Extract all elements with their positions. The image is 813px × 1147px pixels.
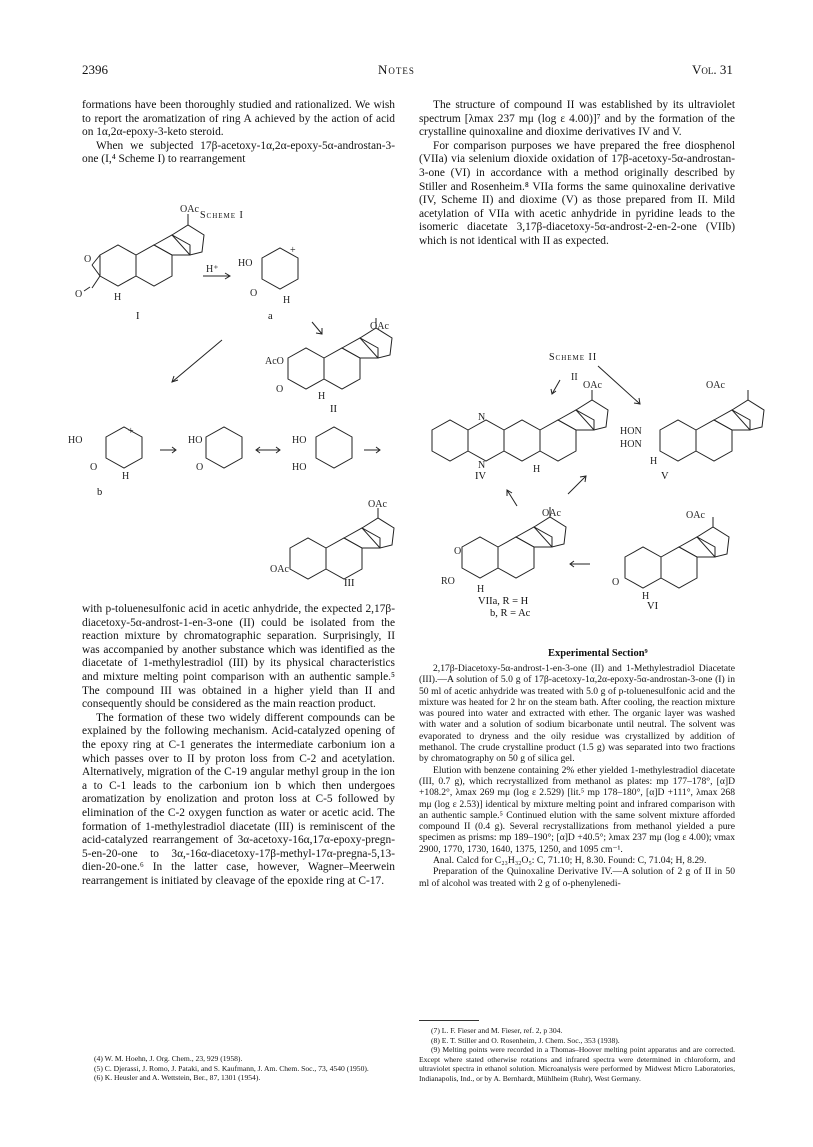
- footnote: (7) L. F. Fieser and M. Fieser, ref. 2, p 304.: [431, 1026, 563, 1035]
- compound-VII-o: O: [454, 546, 462, 557]
- compound-V-hon1: HON: [620, 426, 642, 437]
- compound-II-label: II: [330, 404, 337, 415]
- page-number: 2396: [82, 62, 108, 77]
- volume-label: Vol. 31: [692, 62, 733, 77]
- footnote: (8) E. T. Stiller and O. Rosenheim, J. Chem. Soc., 353 (1938).: [431, 1035, 620, 1045]
- svg-text:OAc: OAc: [270, 564, 289, 575]
- compound-II-o: O: [276, 384, 284, 395]
- paragraph: When we subjected 17β-acetoxy-1α,2α-epoxy-5α-androstan-3-one (I,⁴ Scheme I) to rearrangement: [82, 139, 395, 166]
- right-footnotes: [419, 1026, 735, 1084]
- compound-IV-n1: N: [478, 412, 486, 423]
- compound-VIIa-label: VIIa, R = H: [478, 596, 529, 607]
- compound-V-hon2: HON: [620, 439, 642, 450]
- paragraph: Elution with benzene containing 2% ether yielded 1-methylestradiol diacetate (III, 0.7 g), which recrystallized from methanol as plates: mp 177–178°, [α]D +108.2°, λmax 269 mμ (log ε 2.529) [lit.⁵ mp 178–180°, [α]D +111°, λmax 268 mμ (log ε 2.53)] identical by mixture melting point and infrared comparison with an authentic sample.⁵ Continued elution with the same solvent mixture afforded compound II (0.4 g). Several recrystallizations from methanol yielded a pure specimen as prisms: mp 189–190°; [α]D +40.5°; λmax 237 mμ (log ε 4.00); νmax 2900, 1770, 1730, 1640, 1375, 1250, and 1095 cm⁻¹.: [419, 764, 735, 855]
- compound-VIIb-label: b, R = Ac: [490, 608, 531, 619]
- svg-text:HO: HO: [292, 462, 307, 473]
- paragraph: with p-toluenesulfonic acid in acetic anhydride, the expected 2,17β-diacetoxy-5α-androst-1-en-3-one (II) could be isolated from the reaction mixture by chromatographic separation. Surprisingly, II was accompanied by another substance which was identified as the diacetate of 1-methylestradiol (III) by its physical characteristics and mixture melting point comparison with an authentic sample.⁵ The compound III was obtained in a higher yield than II and consequently should be considered as the main reaction product.: [82, 603, 395, 711]
- compound-I-epoxide-o: O: [84, 254, 92, 265]
- compound-VII-ro: RO: [441, 576, 455, 587]
- svg-text:HO: HO: [292, 435, 307, 446]
- paragraph: formations have been thoroughly studied and rationalized. We wish to report the aromatization of ring A achieved by the action of acid on 1α,2α-epoxy-3-keto steroid.: [82, 99, 395, 139]
- paragraph: For comparison purposes we have prepared the free diosphenol (VIIa) via selenium dioxide oxidation of 17β-acetoxy-5α-androstan-3-one (VI) in accordance with a method originally described by Stiller and Rosenheim.⁸ VIIa forms the same quinoxaline derivative (IV, Scheme II) and dioxime (V) as those prepared from II. Mild acetylation of VIIa with acetic anhydride in pyridine leads to the isomeric diacetate 3,17β-diacetoxy-5α-androst-2-en-2-one (VIIb) which is not identical with II as expected.: [419, 139, 735, 247]
- svg-text:O: O: [196, 462, 204, 473]
- paragraph: The formation of these two widely different compounds can be explained by the following mechanism. Acid-catalyzed opening of the epoxy ring at C-1 generates the intermediate carbonium ion a which passes over to II by proton loss from C-2 and acetylation. Alternatively, migration of the C-19 angular methyl group in the ion a to C-1 leads to the carbonium ion b which then undergoes aromatization by enolization and proton loss at C-5 followed by elimination of the C-2 oxygen function as water or acetic acid. The formation of 1-methylestradiol diacetate (III) is reminiscent of the acid-catalyzed rearrangement of 3α-acetoxy-16α,17α-epoxy-pregn-5-en-20-one to 3α,-16α-diacetoxy-17β-methyl-17α-pregna-5,13-dien-20-one.⁶ In the latter case, however, Wagner–Meerwein rearrangement is initiated by cleavage of the epoxide ring at C-17.: [82, 711, 395, 887]
- compound-VII-h: H: [477, 584, 485, 595]
- footnote: (9) Melting points were recorded in a Thomas–Hoover melting point apparatus and are corrected. Except where stated otherwise rotations and infrared spectra were determined in chloroform, and ultraviolet spectra in ethanol solution. Microanalysis were performed by Midwest Micro Laboratories, Indianapolis, Ind., or by A. Bernhardt, Mühlheim (Ruhr), West Germany.: [419, 1045, 735, 1083]
- compound-II-aco: AcO: [265, 356, 284, 367]
- compound-V-label: V: [661, 471, 669, 482]
- experimental-body: [419, 663, 735, 889]
- compound-IV-label: IV: [475, 471, 487, 482]
- experimental-section-title: Experimental Section⁹: [548, 648, 648, 659]
- compound-VI-o: O: [612, 577, 620, 588]
- compound-V-oac: OAc: [706, 380, 725, 391]
- ion-a-plus: +: [290, 245, 296, 256]
- compound-I-label: I: [136, 311, 140, 322]
- footnote: (6) K. Heusler and A. Wettstein, Ber., 87, 1301 (1954).: [94, 1073, 261, 1083]
- compound-VI-oac: OAc: [686, 510, 705, 521]
- scheme2-II-ref: II: [571, 372, 578, 383]
- scheme-1-title: Scheme I: [200, 210, 244, 221]
- scheme-2-title: Scheme II: [549, 352, 598, 363]
- compound-I-oac: OAc: [180, 204, 199, 215]
- compound-II-h: H: [318, 391, 326, 402]
- footnote: (4) W. M. Hoehn, J. Org. Chem., 23, 929 (1958).: [94, 1054, 243, 1063]
- ion-a-ho: HO: [238, 258, 253, 269]
- ion-a-h: H: [283, 295, 291, 306]
- ion-b-h: H: [122, 471, 130, 482]
- compound-IV-h: H: [533, 464, 541, 475]
- compound-V-h: H: [650, 456, 658, 467]
- compound-IV-n2: N: [478, 460, 486, 471]
- compound-VI-label: VI: [647, 601, 659, 612]
- paragraph: Preparation of the Quinoxaline Derivative IV.—A solution of 2 g of II in 50 ml of alcohol was treated with 2 g of o-phenylenedi-: [419, 866, 735, 889]
- acid-catalyst-label: H⁺: [206, 264, 219, 275]
- ion-a-o: O: [250, 288, 258, 299]
- compound-III-label: III: [344, 578, 355, 589]
- footnote: (5) C. Djerassi, J. Romo, J. Pataki, and S. Kaufmann, J. Am. Chem. Soc., 73, 4540 (1950).: [94, 1063, 369, 1073]
- ion-b-ho: HO: [68, 435, 83, 446]
- compound-I-keto-o: O: [75, 289, 83, 300]
- ion-a-label: a: [268, 311, 273, 322]
- paragraph: The structure of compound II was established by its ultraviolet spectrum [λmax 237 mμ (log ε 4.00)]⁷ and by the formation of the crystalline quinoxaline and dioxime derivatives IV and V.: [419, 99, 735, 139]
- running-head: Notes: [378, 62, 415, 77]
- paragraph: 2,17β-Diacetoxy-5α-androst-1-en-3-one (II) and 1-Methylestradiol Diacetate (III).—A solution of 5.0 g of 17β-acetoxy-1α,2α-epoxy-5α-androstan-3-one (I) in 50 ml of acetic anhydride was treated with 5.0 g of p-toluenesulfonic acid and the mixture was heated for 2 hr on the steam bath. After cooling, the reaction mixture was poured into water and extracted with ether. The organic layer was washed with water and a solution of sodium bicarbonate until neutral. The solvent was evaporated to dryness and the oily residue was crystallized by addition of methanol. The crude crystalline product (1.5 g) was separated into two fractions by chromatography on 50 g of silica gel.: [419, 663, 735, 765]
- ion-b-o: O: [90, 462, 98, 473]
- ion-b-label: b: [97, 487, 103, 498]
- compound-III-oac: OAc: [368, 499, 387, 510]
- compound-VII-oac: OAc: [542, 508, 561, 519]
- paragraph: Anal. Calcd for C₂₃H₃₂O₅: C, 71.10; H, 8.30. Found: C, 71.04; H, 8.29.: [433, 855, 707, 867]
- compound-VI-h: H: [642, 591, 650, 602]
- ion-b-plus: +: [128, 426, 134, 437]
- footnote-rule: [419, 1020, 479, 1021]
- svg-text:HO: HO: [188, 435, 203, 446]
- compound-I-h: H: [114, 292, 122, 303]
- compound-II-oac: OAc: [370, 321, 389, 332]
- compound-IV-oac: OAc: [583, 380, 602, 391]
